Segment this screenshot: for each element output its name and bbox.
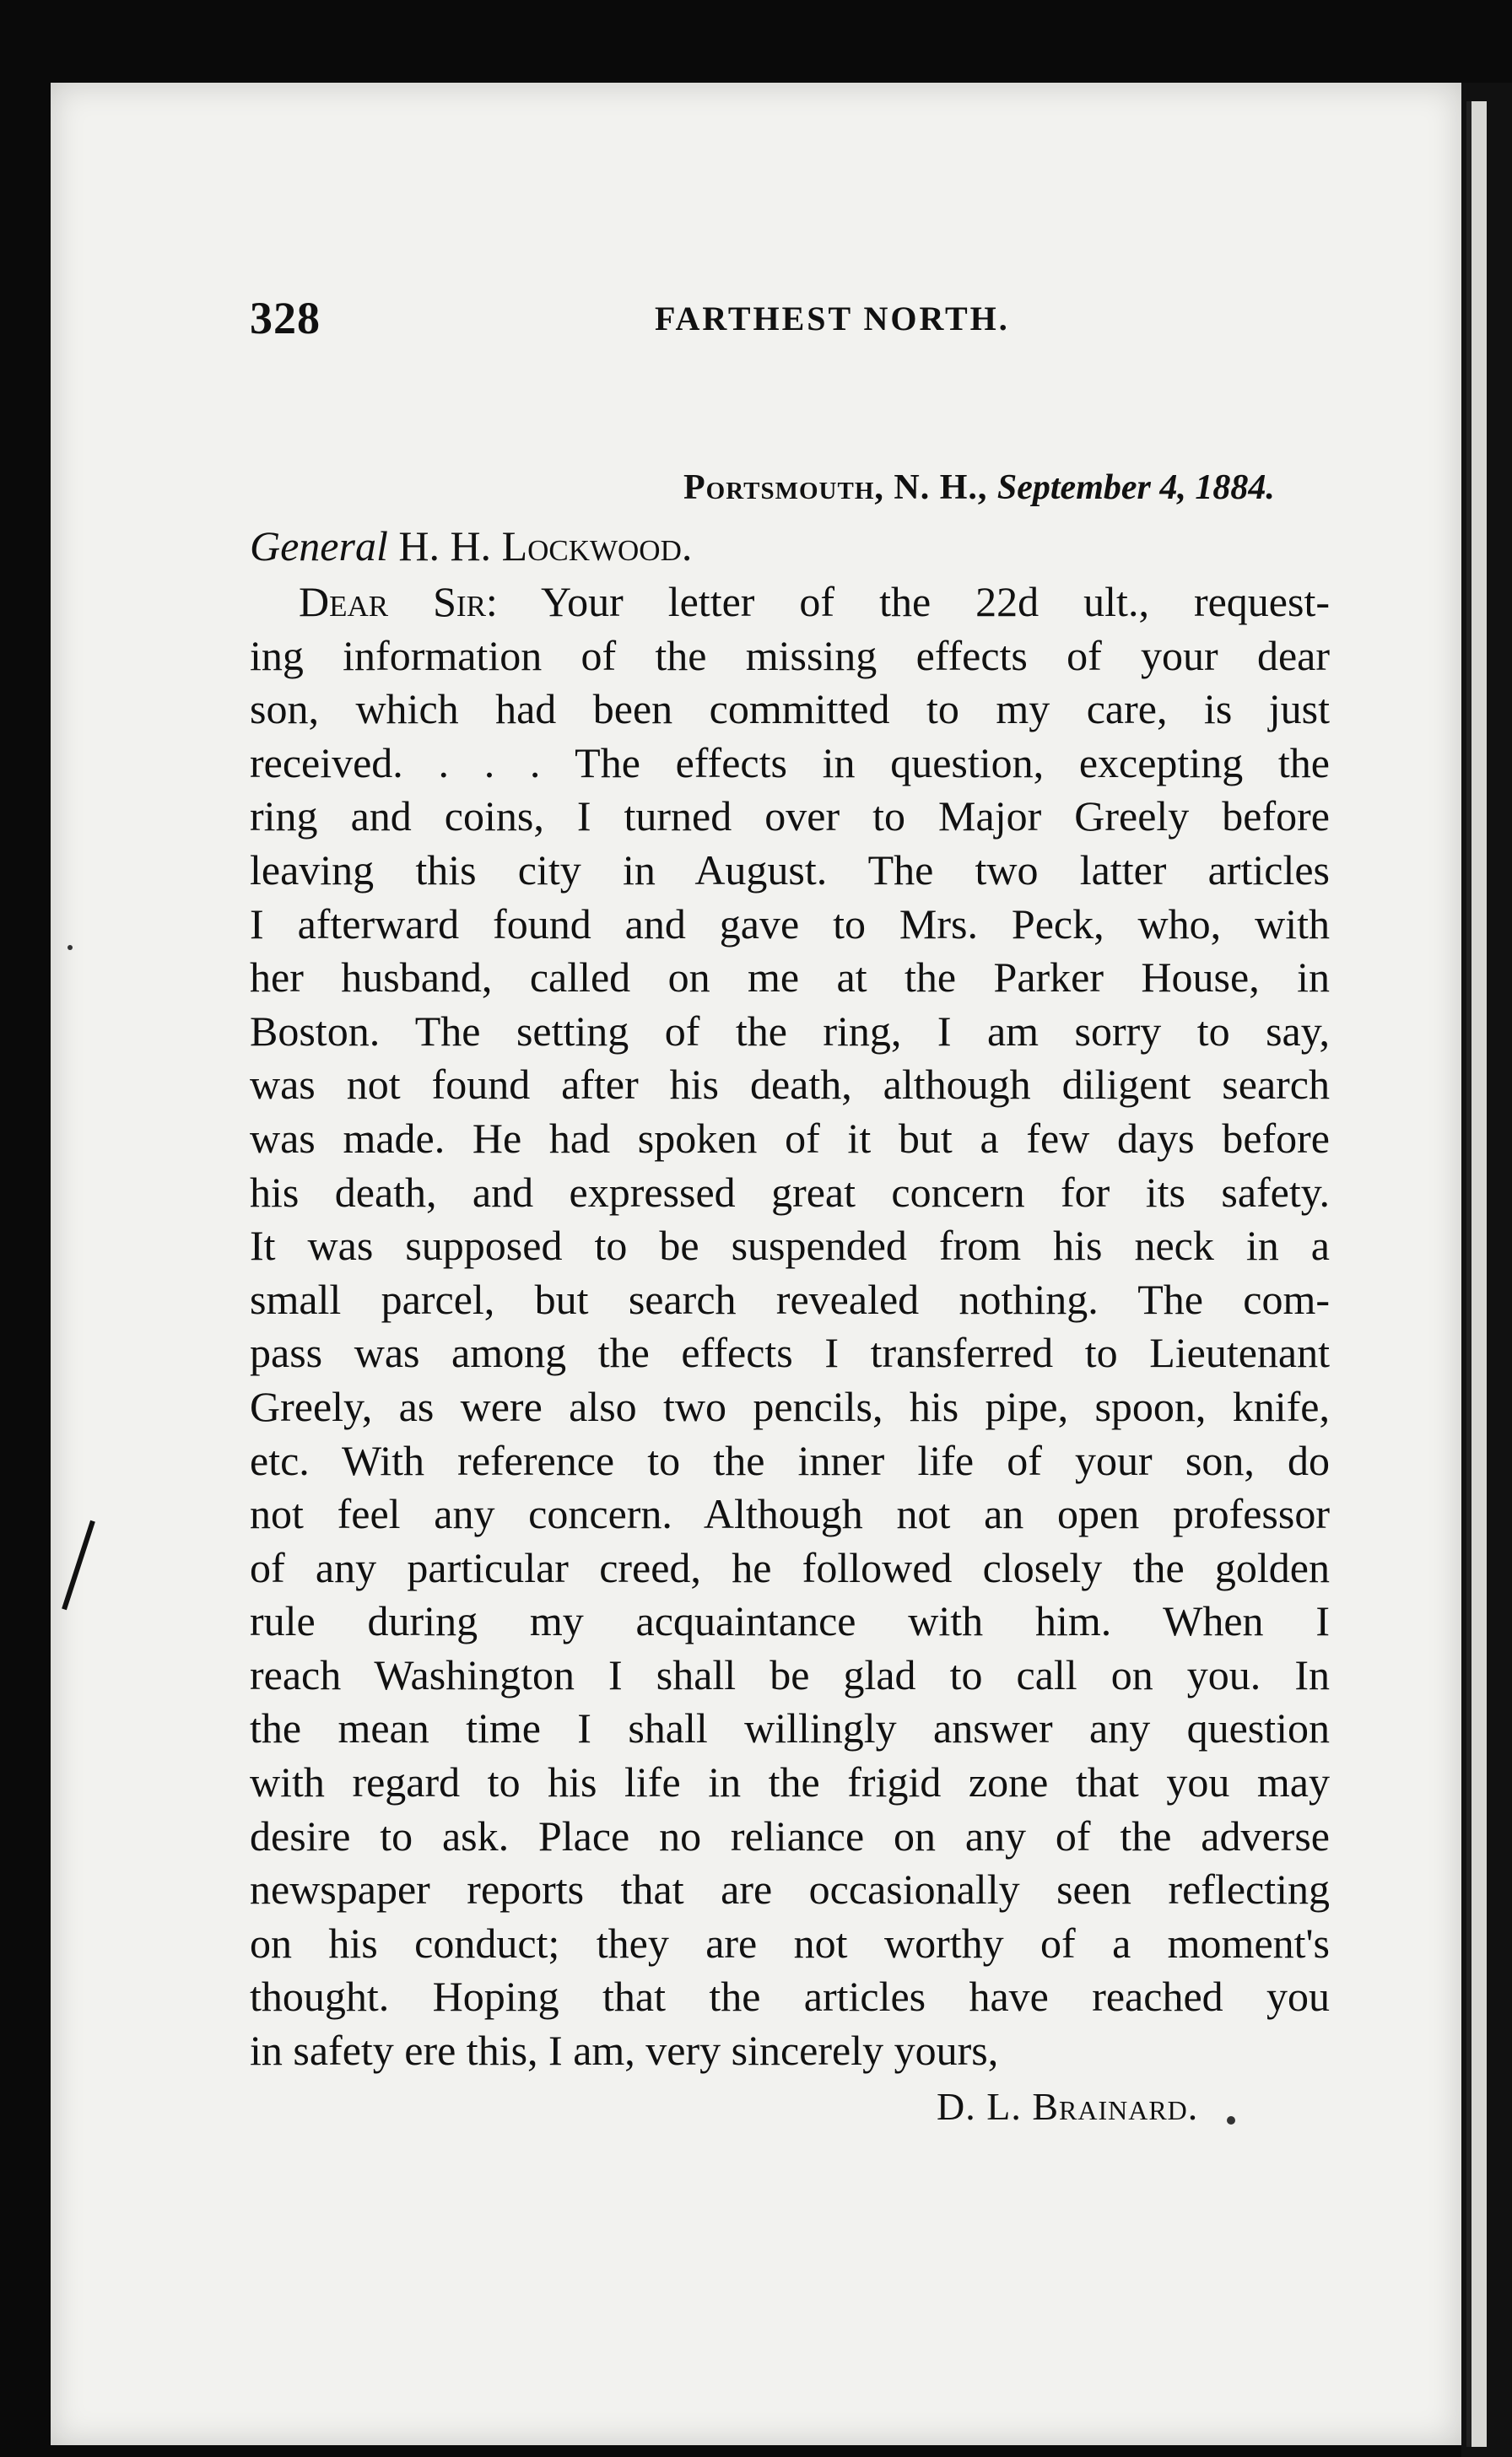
page-header — [250, 292, 1347, 359]
letter-body — [250, 575, 1330, 2078]
addressee-surname: Lockwood. — [501, 522, 693, 570]
letter-line: on his conduct; they are not worthy of a moment's — [250, 1919, 1330, 1967]
letter-line: of any particular creed, he followed closely the golden — [250, 1543, 1330, 1591]
running-title: FARTHEST NORTH. — [655, 300, 1010, 338]
letter-line: not feel any concern. Although not an open professor — [250, 1490, 1330, 1538]
letter-line: pass was among the effects I transferred to Lieutenant — [250, 1329, 1330, 1377]
letter-line-text: : Your letter of the 22d ult., request- — [485, 578, 1330, 625]
letter-line: desire to ask. Place no reliance on any of the adverse — [250, 1812, 1330, 1860]
dateline-date: September 4, 1884. — [996, 468, 1275, 507]
letter-line: It was supposed to be suspended from his neck in a — [250, 1222, 1330, 1270]
addressee-initials: H. H. — [387, 522, 502, 570]
letter-line: Greely, as were also two pencils, his pipe, spoon, knife, — [250, 1382, 1330, 1430]
letter-dateline — [683, 467, 1275, 508]
letter-signature — [937, 2084, 1198, 2129]
signature-surname: Brainard. — [1032, 2085, 1199, 2128]
letter-line: was not found after his death, although diligent search — [250, 1061, 1330, 1109]
book-edge-strip — [1466, 101, 1487, 2447]
letter-line: Boston. The setting of the ring, I am sorry to say, — [250, 1007, 1330, 1055]
letter-line: his death, and expressed great concern for its safety. — [250, 1168, 1330, 1216]
letter-line: newspaper reports that are occasionally seen reflecting — [250, 1866, 1330, 1914]
letter-line: reach Washington I shall be glad to call on you. In — [250, 1650, 1330, 1698]
letter-line: with regard to his life in the frigid zone that you may — [250, 1758, 1330, 1806]
signature-initials: D. L. — [937, 2085, 1033, 2128]
letter-line: received. . . . The effects in question, excepting the — [250, 738, 1330, 786]
letter-line: was made. He had spoken of it but a few days before — [250, 1114, 1330, 1162]
letter-line: rule during my acquaintance with him. When I — [250, 1597, 1330, 1645]
letter-greeting: Dear Sir — [299, 578, 486, 625]
page-number: 328 — [250, 293, 321, 343]
addressee-title: General — [250, 522, 388, 570]
letter-line: ing information of the missing effects of your dear — [250, 631, 1330, 679]
letter-addressee — [250, 521, 692, 570]
letter-line: her husband, called on me at the Parker House, in — [250, 953, 1330, 1002]
book-page — [51, 83, 1461, 2445]
speck-mark — [68, 945, 73, 950]
letter-line: the mean time I shall willingly answer any question — [250, 1704, 1330, 1752]
letter-line: ring and coins, I turned over to Major Greely before — [250, 792, 1330, 840]
letter-line: etc. With reference to the inner life of your son, do — [250, 1436, 1330, 1484]
speck-mark — [1227, 2116, 1235, 2125]
page-text — [51, 83, 1461, 2445]
letter-line: small parcel, but search revealed nothing. The com- — [250, 1275, 1330, 1323]
letter-line: in safety ere this, I am, very sincerely yours, — [250, 2027, 999, 2075]
letter-line: leaving this city in August. The two latter articles — [250, 845, 1330, 894]
letter-line — [250, 575, 1330, 629]
dateline-place: Portsmouth, N. H., — [683, 468, 997, 507]
letter-line: son, which had been committed to my care, is just — [250, 685, 1330, 733]
letter-line: I afterward found and gave to Mrs. Peck, who, with — [250, 899, 1330, 948]
letter-line: thought. Hoping that the articles have reached you — [250, 1973, 1330, 2021]
